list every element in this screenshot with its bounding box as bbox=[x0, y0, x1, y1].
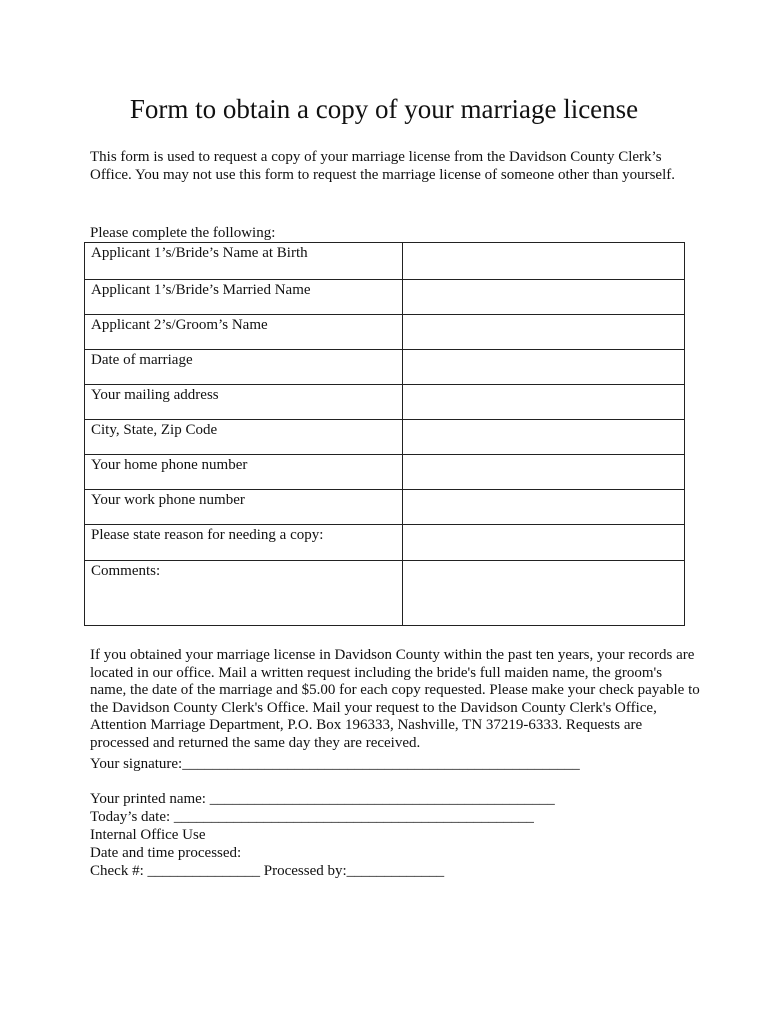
home-phone-field[interactable] bbox=[403, 455, 685, 490]
field-label: Your mailing address bbox=[85, 385, 403, 420]
form-row-city-state-zip bbox=[85, 420, 685, 455]
field-label: Date of marriage bbox=[85, 350, 403, 385]
page-title: Form to obtain a copy of your marriage license bbox=[129, 94, 639, 124]
bride-birth-name-field[interactable] bbox=[403, 243, 685, 280]
field-label: Comments: bbox=[85, 561, 403, 626]
todays-date-line[interactable]: Today’s date: ________________________________________________ bbox=[90, 809, 534, 825]
bride-married-name-field[interactable] bbox=[403, 280, 685, 315]
signature-line[interactable]: Your signature:_____________________________________________________ bbox=[90, 756, 580, 772]
instructions-paragraph: If you obtained your marriage license in Davidson County within the past ten years, your records are located in our office. Mail a written request including the bride's full maiden name, the groom's name, the date of the marriage and $5.00 for each copy requested. Please make your check payable to the Davidson County Clerk's Office. Mail your request to the Davidson County Clerk's Office, Attention Marriage Department, P.O. Box 196333, Nashville, TN 37219-6333. Requests are processed and returned the same day they are received. bbox=[90, 647, 700, 751]
form-row-bride-married-name bbox=[85, 280, 685, 315]
form-row-mailing-address bbox=[85, 385, 685, 420]
request-form-table bbox=[84, 242, 685, 626]
check-processed-line[interactable]: Check #: _______________ Processed by:_____________ bbox=[90, 863, 445, 879]
form-row-work-phone bbox=[85, 490, 685, 525]
complete-following-label: Please complete the following: bbox=[90, 225, 276, 241]
intro-paragraph: This form is used to request a copy of your marriage license from the Davidson County Clerk’s Office. You may not use this form to request the marriage license of someone other than yourself. bbox=[90, 149, 675, 183]
date-time-processed-line[interactable]: Date and time processed: bbox=[90, 845, 242, 861]
reason-field[interactable] bbox=[403, 525, 685, 561]
field-label: Applicant 1’s/Bride’s Married Name bbox=[85, 280, 403, 315]
form-row-date-of-marriage bbox=[85, 350, 685, 385]
internal-office-use-heading: Internal Office Use bbox=[90, 827, 206, 843]
field-label: City, State, Zip Code bbox=[85, 420, 403, 455]
field-label: Please state reason for needing a copy: bbox=[85, 525, 403, 561]
field-label: Your work phone number bbox=[85, 490, 403, 525]
comments-field[interactable] bbox=[403, 561, 685, 626]
work-phone-field[interactable] bbox=[403, 490, 685, 525]
form-row-reason bbox=[85, 525, 685, 561]
field-label: Your home phone number bbox=[85, 455, 403, 490]
printed-name-line[interactable]: Your printed name: ______________________________________________ bbox=[90, 791, 555, 807]
field-label: Applicant 2’s/Groom’s Name bbox=[85, 315, 403, 350]
form-row-home-phone bbox=[85, 455, 685, 490]
city-state-zip-field[interactable] bbox=[403, 420, 685, 455]
date-of-marriage-field[interactable] bbox=[403, 350, 685, 385]
form-row-groom-name bbox=[85, 315, 685, 350]
groom-name-field[interactable] bbox=[403, 315, 685, 350]
field-label: Applicant 1’s/Bride’s Name at Birth bbox=[85, 243, 403, 280]
form-row-bride-birth-name bbox=[85, 243, 685, 280]
form-row-comments bbox=[85, 561, 685, 626]
mailing-address-field[interactable] bbox=[403, 385, 685, 420]
